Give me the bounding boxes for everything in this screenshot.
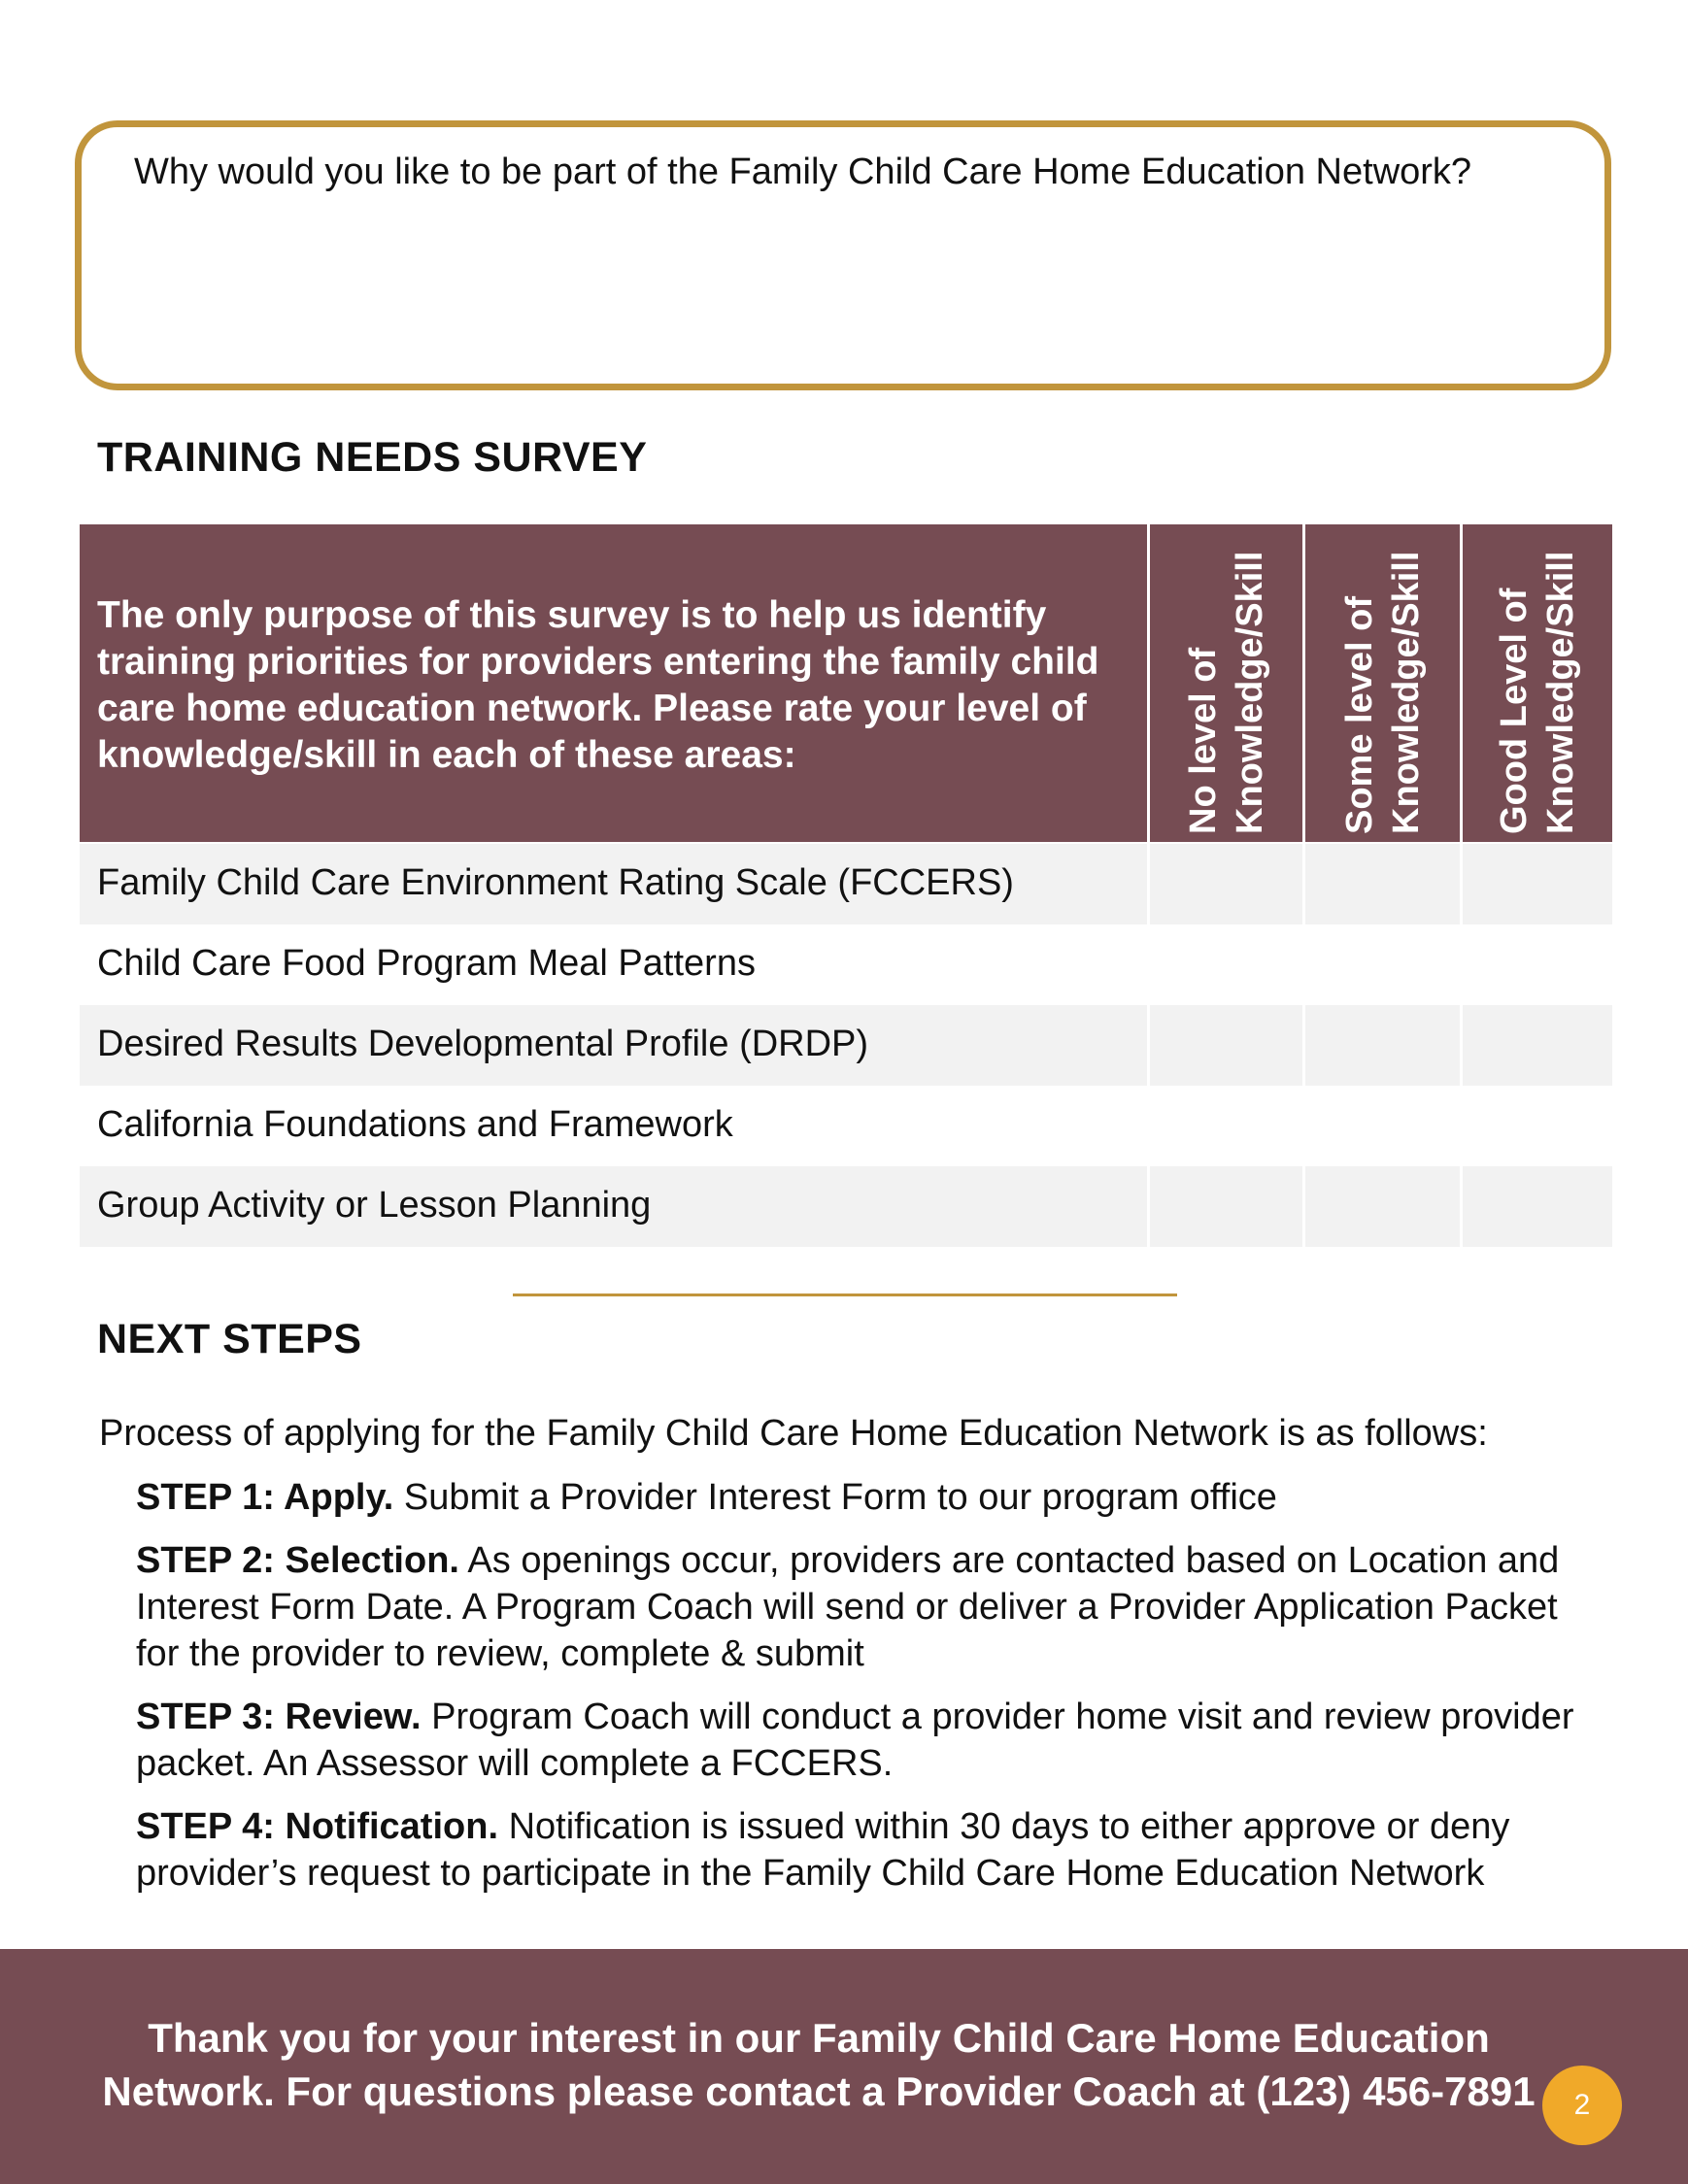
table-row — [80, 844, 1612, 924]
rating-cell-good-level[interactable] — [1460, 1166, 1612, 1247]
table-row — [80, 1005, 1612, 1086]
table-row — [80, 1166, 1612, 1247]
row-label: Family Child Care Environment Rating Scale (FCCERS) — [97, 862, 1014, 903]
row-label: Desired Results Developmental Profile (DRDP) — [97, 1024, 869, 1064]
steps-list — [136, 1474, 1593, 1913]
column-header-line: Knowledge/Skill — [1385, 551, 1427, 834]
section-divider — [513, 1294, 1177, 1296]
rating-cell-some-level[interactable] — [1302, 844, 1460, 924]
column-header-good-level — [1460, 524, 1612, 842]
table-row — [80, 924, 1612, 1005]
column-header-some-level — [1302, 524, 1460, 842]
step-label: STEP 2: Selection. — [136, 1540, 459, 1581]
row-label: California Foundations and Framework — [97, 1104, 733, 1145]
survey-heading: TRAINING NEEDS SURVEY — [97, 434, 648, 481]
rating-cell-no-level[interactable] — [1147, 924, 1302, 1005]
column-header-line: Knowledge/Skill — [1229, 551, 1270, 834]
column-header-line: Some level of — [1338, 595, 1380, 834]
column-header-line: No level of — [1182, 647, 1224, 834]
step-text: Submit a Provider Interest Form to our program office — [393, 1477, 1277, 1518]
footer-banner — [0, 1949, 1688, 2184]
rating-cell-no-level[interactable] — [1147, 1005, 1302, 1086]
step-text: As openings occur, providers are contacted based on Location and Interest Form Date. A Program Coach will send or deliver a Provider Application Packet for the provider to review, complete & submit — [136, 1540, 1560, 1674]
step-item — [136, 1803, 1593, 1897]
rating-cell-good-level[interactable] — [1460, 924, 1612, 1005]
training-survey-table — [80, 524, 1612, 1247]
rating-cell-some-level[interactable] — [1302, 924, 1460, 1005]
rating-cell-good-level[interactable] — [1460, 1005, 1612, 1086]
rating-cell-good-level[interactable] — [1460, 844, 1612, 924]
rating-cell-some-level[interactable] — [1302, 1086, 1460, 1166]
rating-cell-some-level[interactable] — [1302, 1166, 1460, 1247]
page-number-badge: 2 — [1542, 2066, 1622, 2145]
next-steps-heading: NEXT STEPS — [97, 1316, 362, 1362]
step-text: Program Coach will conduct a provider home visit and review provider packet. An Assessor will complete a FCCERS. — [136, 1697, 1574, 1784]
rating-cell-no-level[interactable] — [1147, 1166, 1302, 1247]
step-item — [136, 1537, 1593, 1677]
step-text: Notification is issued within 30 days to either approve or deny provider’s request to participate in the Family Child Care Home Education Network — [136, 1806, 1510, 1894]
step-label: STEP 4: Notification. — [136, 1806, 499, 1847]
step-item — [136, 1694, 1593, 1787]
footer-message — [0, 2011, 1637, 2118]
step-item — [136, 1474, 1593, 1521]
footer-line: Network. For questions please contact a Provider Coach at (123) 456-7891 — [102, 2068, 1536, 2114]
footer-line: Thank you for your interest in our Family Child Care Home Education — [148, 2015, 1490, 2061]
column-header-line: Good Level of — [1494, 588, 1535, 834]
step-label: STEP 1: Apply. — [136, 1477, 394, 1518]
survey-intro: The only purpose of this survey is to help us identify training priorities for providers entering the family child care home education network. Please rate your level of knowledge/skill in each of these areas: — [97, 594, 1099, 776]
rating-cell-no-level[interactable] — [1147, 844, 1302, 924]
row-label: Group Activity or Lesson Planning — [97, 1185, 652, 1226]
step-label: STEP 3: Review. — [136, 1697, 422, 1737]
table-row — [80, 1086, 1612, 1166]
rating-cell-no-level[interactable] — [1147, 1086, 1302, 1166]
column-header-no-level — [1147, 524, 1302, 842]
question-box[interactable] — [75, 120, 1611, 390]
rating-cell-some-level[interactable] — [1302, 1005, 1460, 1086]
survey-header-row — [80, 524, 1612, 842]
column-header-line: Knowledge/Skill — [1540, 551, 1581, 834]
rating-cell-good-level[interactable] — [1460, 1086, 1612, 1166]
question-prompt: Why would you like to be part of the Family Child Care Home Education Network? — [134, 151, 1472, 192]
next-steps-intro: Process of applying for the Family Child Care Home Education Network is as follows: — [99, 1413, 1488, 1454]
row-label: Child Care Food Program Meal Patterns — [97, 943, 756, 984]
